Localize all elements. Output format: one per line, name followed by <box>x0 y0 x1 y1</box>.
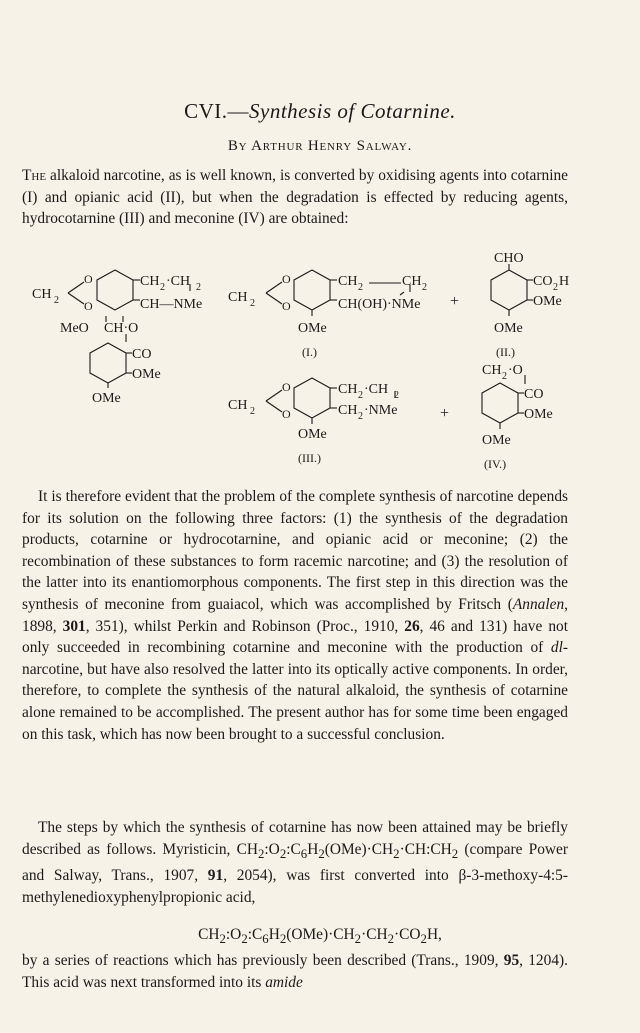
synthesis-text-4: H <box>307 840 319 858</box>
synthesis-paragraph <box>22 817 568 908</box>
cotarnine-o-top: O <box>282 272 291 286</box>
meconine-ch2o-a: CH <box>482 363 502 378</box>
closing-text-1: by a series of reactions which has previously been described (Trans., 1909, <box>22 952 504 969</box>
intro-lead-word: The <box>22 167 47 184</box>
formula-sub-1: 2 <box>219 932 226 947</box>
formula-part-4: H <box>268 926 280 943</box>
discussion-text-4: , 46 and 131) have not only succeeded in recombining cotarnine and meconine with the production of <box>22 617 568 657</box>
sub-6: 2 <box>451 846 459 861</box>
synthesis-text-8: , 2054), was first converted into <box>223 867 459 885</box>
narcotine-ch2-ch2-sub-a: 2 <box>160 282 165 293</box>
formula-part-1: CH <box>198 926 220 943</box>
narcotine-benzene-ring <box>97 270 133 310</box>
meconine-ring <box>482 383 518 423</box>
opianic-acid-ring <box>491 270 527 310</box>
cotarnine-ch2-right: CH <box>338 274 358 289</box>
hydrocotarnine-ch2-c-sub-b: 2 <box>394 390 399 401</box>
narcotine-o-top: O <box>84 272 93 286</box>
hydrocotarnine-o-bottom: O <box>282 407 291 421</box>
hydrocotarnine-ome: OMe <box>298 427 327 442</box>
title-dash: — <box>227 99 249 123</box>
discussion-text-5: -narcotine, but have also resolved the latter into its optically active components. In order, therefore, to complete the synthesis of the natural alkaloid, the synthesis of cotarnine alone remained to be accomplished. The present author has for some time been engaged on this task, which has now been brought to a successful conclusion. <box>22 639 568 743</box>
narcotine-co: CO <box>132 347 152 362</box>
meconine-ome-ring: OMe <box>524 407 553 422</box>
hydrocotarnine-ring <box>294 378 330 418</box>
narcotine-ch-o: CH·O <box>104 321 139 336</box>
sub-4: 2 <box>318 846 325 861</box>
sub-5: 2 <box>393 846 400 861</box>
opianic-ome: OMe <box>494 321 523 336</box>
hydrocotarnine-ch2-c-a: CH <box>338 382 358 397</box>
cotarnine-ome: OMe <box>298 321 327 336</box>
formula-part-6: ·CH <box>361 926 388 943</box>
hydrocotarnine-ch2-nme-b: ·NMe <box>364 403 398 418</box>
synthesis-text-3: :C <box>286 840 301 858</box>
formula-sub-2: 2 <box>241 932 248 947</box>
narcotine-ch2-ch2-b: ·CH <box>166 274 191 289</box>
formula-part-2: :O <box>225 926 242 943</box>
synthesis-text-6: ·CH:CH <box>399 840 452 858</box>
meconine-ch2o-sub: 2 <box>502 371 507 382</box>
meconine-ch2o-b: ·O <box>508 363 523 378</box>
dl-prefix: dl <box>550 639 563 657</box>
cotarnine-ch2-far: CH <box>402 274 422 289</box>
propionic-acid-name: β-3-methoxy-4:5-methylenedioxyphenylpropionic acid, <box>22 867 568 906</box>
narcotine-ch2-sub: 2 <box>54 295 59 306</box>
narcotine-meo: MeO <box>60 321 89 336</box>
formula-sub-7: 2 <box>420 932 427 947</box>
hydrocotarnine-ch2-c-sub-a: 2 <box>358 390 363 401</box>
cotarnine-ch2-sub: 2 <box>250 298 255 309</box>
cotarnine-ring <box>294 270 330 310</box>
narcotine-ch2: CH <box>32 287 52 302</box>
plus-sign-1: + <box>450 293 460 310</box>
discussion-text-2: , 1898, <box>22 595 568 635</box>
trans-1909-volume: 95 <box>503 952 520 969</box>
opianic-co2h-a: CO <box>533 274 553 289</box>
meconine-co: CO <box>524 387 544 402</box>
closing-paragraph <box>22 950 568 993</box>
narcotine-ch2-ch2-a: CH <box>140 274 160 289</box>
sub-1: 2 <box>257 846 265 861</box>
narcotine-o-bottom: O <box>84 299 93 313</box>
opianic-co2h-b: H <box>559 274 570 289</box>
narcotine-ch-nme: CH—NMe <box>140 297 203 312</box>
discussion-text-1: It is therefore evident that the problem of the complete synthesis of narcotine depends for its solution on the following three factors: (1) the synthesis of the degradation products, cotarnine or hydrocotarnine, and opianic acid or meconine; (2) the recombination of these substances to form racemic narcotine; and (3) the resolution of the latter into its enantiomorphous components. The first step in this direction was the synthesis of meconine from guaiacol, which was accomplished by Fritsch ( <box>22 488 568 613</box>
opianic-label: (II.) <box>496 345 515 359</box>
hydrocotarnine-label: (III.) <box>298 451 321 465</box>
formula-sub-4: 2 <box>279 932 287 947</box>
article-number: CVI. <box>184 99 228 123</box>
opianic-ome-ring: OMe <box>533 294 562 309</box>
narcotine-meconine-ring <box>90 343 126 383</box>
cotarnine-o-bottom: O <box>282 299 291 313</box>
hydrocotarnine-ch2-nme-sub: 2 <box>358 411 363 422</box>
cotarnine-ch2-far-sub: 2 <box>422 282 427 293</box>
opianic-cho: CHO <box>494 251 524 266</box>
formula-sub-5: 2 <box>354 932 362 947</box>
formula-part-3: :C <box>247 926 263 943</box>
cotarnine-ch2: CH <box>228 290 248 305</box>
propionic-acid-formula <box>0 926 640 947</box>
hydrocotarnine-ch2-sub: 2 <box>250 406 255 417</box>
cotarnine-choh-nme: CH(OH)·NMe <box>338 297 421 312</box>
synthesis-text-7: (compare Power and Salway, Trans., 1907, <box>22 840 568 885</box>
article-title <box>0 99 640 124</box>
meconine-label: (IV.) <box>484 457 507 471</box>
sub-3: 6 <box>300 846 308 861</box>
annalen-volume: 301 <box>62 617 86 635</box>
hydrocotarnine-o-top: O <box>282 380 291 394</box>
annalen-citation: Annalen <box>512 595 565 613</box>
trans-1907-volume: 91 <box>207 867 224 885</box>
narcotine-ome-ring: OMe <box>132 367 161 382</box>
structural-formulae <box>20 248 620 478</box>
narcotine-ome-bottom: OMe <box>92 391 121 406</box>
synthesis-text-2: :O <box>264 840 280 858</box>
hydrocotarnine-ch2-nme-a: CH <box>338 403 358 418</box>
cotarnine-ch2-right-sub: 2 <box>358 282 363 293</box>
hydrocotarnine-ch2: CH <box>228 398 248 413</box>
sub-2: 2 <box>279 846 287 861</box>
closing-text-2: , 1204). This acid was next transformed into its <box>22 952 568 991</box>
hydrocotarnine-ch2-c-b: ·CH <box>364 382 389 397</box>
discussion-text-3: , 351), whilst Perkin and Robinson (Proc., 1910, <box>85 617 405 635</box>
intro-text: alkaloid narcotine, as is well known, is converted by oxidising agents into cotarnine (I) and opianic acid (II), but when the degradation is effected by reducing agents, hydrocotarnine (III) and meconine (IV) are obtained: <box>22 167 568 228</box>
author-byline: By Arthur Henry Salway. <box>227 138 413 154</box>
title-text: Synthesis of Cotarnine. <box>249 99 456 123</box>
narcotine-ch2-ch2-sub-b: 2 <box>196 282 201 293</box>
synthesis-text-5: (OMe)·CH <box>324 840 394 858</box>
formula-part-8: H, <box>426 926 442 943</box>
formula-sub-6: 2 <box>387 932 394 947</box>
plus-sign-2: + <box>440 405 450 422</box>
formula-part-7: ·CO <box>394 926 421 943</box>
cotarnine-label: (I.) <box>302 345 317 359</box>
discussion-paragraph <box>22 486 568 745</box>
meconine-ome: OMe <box>482 433 511 448</box>
opianic-co2h-sub: 2 <box>553 282 558 293</box>
proc-volume: 26 <box>404 617 420 635</box>
amide-word: amide <box>265 973 303 991</box>
formula-part-5: (OMe)·CH <box>286 926 355 943</box>
formula-sub-3: 6 <box>262 932 269 947</box>
synthesis-text-1: The steps by which the synthesis of cotarnine has now been attained may be briefly described as follows. Myristicin, CH <box>22 819 568 858</box>
intro-paragraph <box>22 165 568 230</box>
